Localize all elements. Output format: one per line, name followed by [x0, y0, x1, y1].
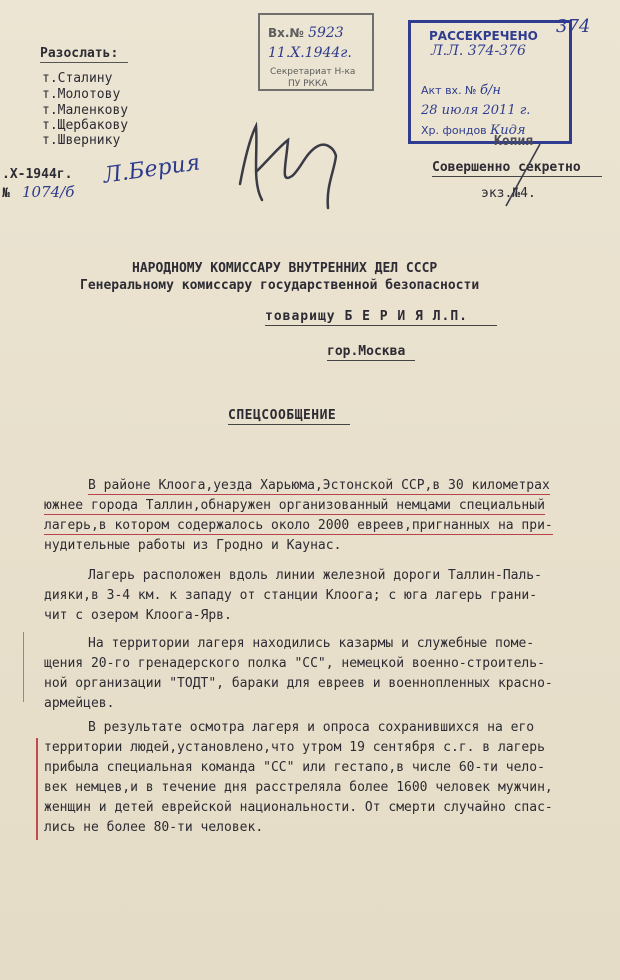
document-number-prefix: №: [2, 186, 10, 201]
p3-line1: На территории лагеря находились казармы и служебные поме-: [88, 636, 535, 651]
declassified-stamp: [408, 20, 572, 144]
city-underline: [327, 360, 415, 361]
registration-stamp: [258, 13, 374, 91]
declassified-title: РАССЕКРЕЧЕНО: [429, 29, 538, 43]
declassified-ref: Л.Л. 374-376: [431, 43, 526, 59]
act-label: Акт вх. №: [421, 84, 477, 97]
paragraph-3: [44, 634, 609, 714]
page-mark: 374: [556, 16, 591, 37]
p1-line3: лагерь,в котором содержалось около 2000 евреев,пригнанных на при-: [44, 518, 553, 533]
incoming-label: Вх.№: [268, 26, 304, 40]
copy-number: экз.№4.: [481, 186, 536, 201]
addressee-line2: Генеральному комиссару государственной безопасности: [80, 278, 480, 293]
p4-line1: В результате осмотра лагеря и опроса сохранившихся на его: [88, 720, 535, 735]
p2-line1: Лагерь расположен вдоль линии железной дороги Таллин-Паль-: [88, 568, 542, 583]
distribute-label: Разослать:: [40, 46, 119, 61]
recipient-stalin: т.Сталину: [42, 71, 113, 86]
distribute-underline: [40, 62, 128, 63]
margin-mark-grey: [23, 632, 24, 702]
p3-line2: щения 20-го гренадерского полка "СС", немецкой военно-строитель-: [44, 656, 545, 671]
recipient-shvernik: т.Швернику: [42, 133, 121, 148]
paragraph-1: [44, 476, 609, 556]
p3-line3: ной организации "ТОДТ", бараки для евреев и военнопленных красно-: [44, 676, 553, 691]
recipient-shcherbakov: т.Щербакову: [42, 118, 129, 133]
p1-line4: нудительные работы из Гродно и Каунас.: [44, 538, 342, 553]
beria-signature: Л.Берия: [101, 150, 202, 189]
p4-line6: лись не более 80-ти человек.: [44, 820, 264, 835]
addressee-line1: НАРОДНОМУ КОМИССАРУ ВНУТРЕННИХ ДЕЛ СССР: [132, 261, 438, 276]
handwritten-resolution: [222, 112, 352, 212]
document-date: .X-1944г.: [2, 167, 73, 182]
registration-office-line2: ПУ РККА: [288, 79, 328, 89]
holder-label: Хр. фондов: [421, 124, 487, 137]
paragraph-2: [44, 566, 609, 626]
declassified-date: 28 июля 2011 г.: [421, 103, 531, 118]
paragraph-4: [44, 718, 609, 838]
act-value: б/н: [480, 83, 501, 98]
registration-date: 11.X.1944г.: [268, 45, 352, 61]
p4-line4: век немцев,и в течение дня расстреляла более 1600 человек мужчин,: [44, 780, 553, 795]
addressee-underline: [265, 325, 497, 326]
p4-line5: женщин и детей еврейской национальности. От смерти случайно спас-: [44, 800, 553, 815]
secret-label: Совершенно секретно: [432, 160, 581, 175]
copy-label: Копия: [494, 134, 534, 149]
incoming-number: 5923: [308, 25, 344, 41]
p1-line1: В районе Клоога,уезда Харьюма,Эстонской ССР,в 30 километрах: [88, 478, 550, 493]
title-underline: [228, 424, 350, 425]
document-title: СПЕЦСООБЩЕНИЕ: [228, 408, 337, 423]
handwritten-strike: [500, 140, 550, 210]
registration-office-line1: Секретариат Н-ка: [270, 67, 356, 77]
p4-line3: прибыла специальная команда "СС" или гестапо,в числе 60-ти чело-: [44, 760, 545, 775]
holder-value: Кидя: [490, 123, 526, 138]
addressee-line3: товарищу Б Е Р И Я Л.П.: [265, 309, 469, 324]
p4-line2: территории людей,установлено,что утром 19 сентября с.г. в лагерь: [44, 740, 545, 755]
p1-line2: южнее города Таллин,обнаружен организованный немцами специальный: [44, 498, 545, 513]
margin-mark-red: [36, 738, 38, 840]
addressee-city: гор.Москва: [327, 344, 406, 359]
recipient-malenkov: т.Маленкову: [42, 103, 129, 118]
p2-line3: чит с озером Клоога-Ярв.: [44, 608, 232, 623]
document-number: 1074/б: [22, 183, 75, 201]
p2-line2: дияки,в 3-4 км. к западу от станции Клоога; с юга лагерь грани-: [44, 588, 538, 603]
recipient-molotov: т.Молотову: [42, 87, 121, 102]
p3-line4: армейцев.: [44, 696, 115, 711]
